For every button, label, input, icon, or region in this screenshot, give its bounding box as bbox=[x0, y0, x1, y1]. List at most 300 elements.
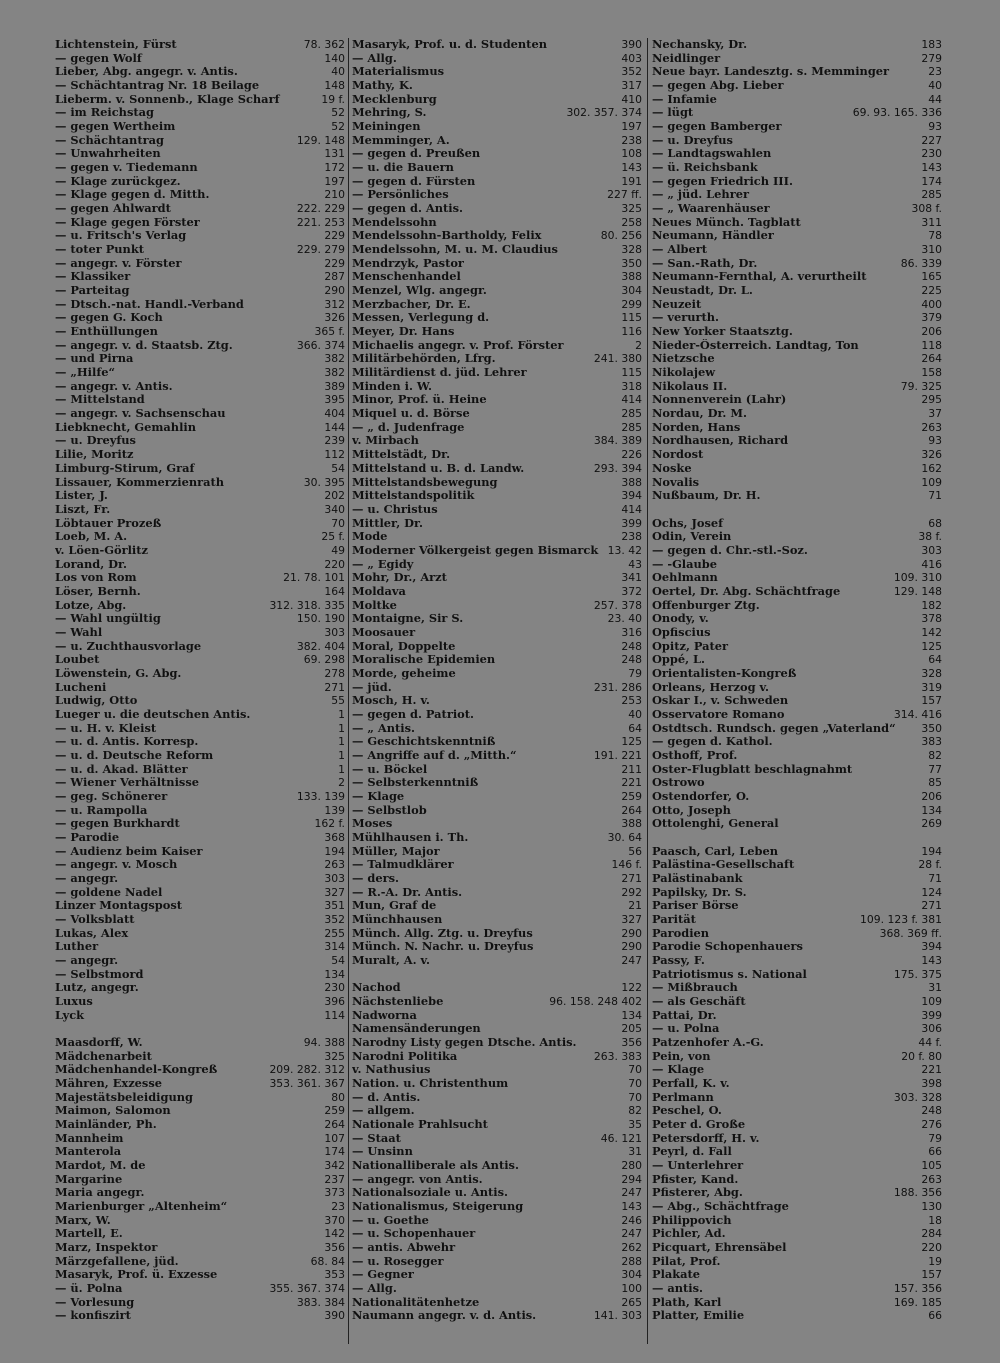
entry-pages: 54 bbox=[331, 461, 345, 475]
entry-term: — u. Polna bbox=[652, 1022, 720, 1036]
entry-pages: 122 bbox=[621, 981, 642, 995]
index-entry bbox=[352, 352, 642, 366]
entry-term: Nikolajew bbox=[652, 366, 716, 380]
entry-term: Moldava bbox=[352, 584, 406, 598]
index-entry bbox=[652, 927, 942, 941]
entry-term: — Wahl bbox=[55, 625, 103, 639]
index-entry bbox=[55, 1200, 345, 1214]
index-entry bbox=[652, 722, 942, 736]
entry-term: New Yorker Staatsztg. bbox=[652, 325, 793, 339]
index-entry bbox=[652, 845, 942, 859]
entry-term: Mannheim bbox=[55, 1131, 124, 1145]
entry-term: — goldene Nadel bbox=[55, 885, 163, 899]
entry-pages: 21. 78. 101 bbox=[283, 571, 345, 585]
index-entry bbox=[352, 421, 642, 435]
entry-pages: 325 bbox=[324, 1049, 345, 1063]
entry-pages: 105 bbox=[921, 1159, 942, 1173]
entry-term: Lissauer, Kommerzienrath bbox=[55, 475, 225, 489]
entry-term: Mendelssohn bbox=[352, 215, 437, 229]
entry-pages: 388 bbox=[621, 817, 642, 831]
index-entry bbox=[55, 147, 345, 161]
index-entry bbox=[352, 175, 642, 189]
entry-term: Oehlmann bbox=[652, 571, 718, 585]
entry-term: Mardot, M. de bbox=[55, 1159, 146, 1173]
index-entry bbox=[55, 462, 345, 476]
index-entry bbox=[352, 558, 642, 572]
entry-term: Merzbacher, Dr. E. bbox=[352, 297, 471, 311]
entry-pages: 37 bbox=[928, 407, 942, 421]
index-entry bbox=[352, 626, 642, 640]
entry-term: — gegen Wertheim bbox=[55, 120, 176, 134]
index-entry bbox=[55, 585, 345, 599]
entry-term: Pichler, Ad. bbox=[652, 1227, 726, 1241]
entry-term: Militärdienst d. jüd. Lehrer bbox=[352, 366, 527, 380]
entry-pages: 241. 380 bbox=[593, 352, 642, 366]
entry-pages: 390 bbox=[324, 1309, 345, 1323]
entry-pages: 80 bbox=[331, 1090, 345, 1104]
index-entry bbox=[352, 462, 642, 476]
index-entry bbox=[55, 1132, 345, 1146]
entry-pages: 237 bbox=[324, 1172, 345, 1186]
entry-term: — gegen d. Fürsten bbox=[352, 174, 476, 188]
entry-term: Pilat, Prof. bbox=[652, 1254, 721, 1268]
entry-pages: 143 bbox=[621, 161, 642, 175]
index-entry bbox=[652, 626, 942, 640]
entry-term: Naumann angegr. v. d. Antis. bbox=[352, 1309, 537, 1323]
entry-term: — gegen Bamberger bbox=[652, 120, 782, 134]
entry-term: Oppé, L. bbox=[652, 653, 706, 667]
index-entry bbox=[652, 1022, 942, 1036]
entry-term: Mädchenhandel-Kongreß bbox=[55, 1063, 218, 1077]
entry-pages: 172 bbox=[324, 161, 345, 175]
entry-term: Lichtenstein, Fürst bbox=[55, 38, 177, 51]
index-entry bbox=[652, 763, 942, 777]
entry-term: — Klage zurückgez. bbox=[55, 174, 181, 188]
entry-pages: 351 bbox=[324, 899, 345, 913]
entry-term: — „ d. Judenfrage bbox=[352, 420, 465, 434]
index-entry bbox=[652, 708, 942, 722]
entry-pages: 210 bbox=[324, 188, 345, 202]
entry-pages: 80. 256 bbox=[600, 229, 642, 243]
index-entry bbox=[352, 1118, 642, 1132]
index-entry bbox=[652, 968, 942, 982]
index-entry bbox=[352, 216, 642, 230]
index-entry bbox=[652, 175, 942, 189]
index-entry bbox=[652, 489, 942, 503]
entry-pages: 174 bbox=[324, 1145, 345, 1159]
entry-pages: 70 bbox=[628, 1090, 642, 1104]
entry-term: — angegr. bbox=[55, 954, 119, 968]
entry-pages: 229. 279 bbox=[296, 243, 345, 257]
index-entry bbox=[352, 1009, 642, 1023]
entry-term: — u. d. Antis. Korresp. bbox=[55, 735, 199, 749]
entry-pages: 394 bbox=[621, 489, 642, 503]
entry-pages: 220 bbox=[921, 1241, 942, 1255]
index-entry bbox=[652, 1241, 942, 1255]
entry-term: Peyrl, d. Fall bbox=[652, 1145, 732, 1159]
entry-term: Nietzsche bbox=[652, 352, 715, 366]
index-entry bbox=[55, 790, 345, 804]
index-entry bbox=[352, 393, 642, 407]
index-entry bbox=[55, 886, 345, 900]
index-entry bbox=[352, 995, 642, 1009]
entry-term: Montaigne, Sir S. bbox=[352, 612, 464, 626]
entry-pages: 350 bbox=[921, 721, 942, 735]
entry-pages: 107 bbox=[324, 1131, 345, 1145]
entry-term: Oster-Flugblatt beschlagnahmt bbox=[652, 762, 853, 776]
index-entry bbox=[652, 325, 942, 339]
index-entry bbox=[55, 421, 345, 435]
index-entry bbox=[652, 1118, 942, 1132]
entry-pages: 372 bbox=[621, 584, 642, 598]
entry-pages: 384. 389 bbox=[593, 434, 642, 448]
index-entry bbox=[352, 1268, 642, 1282]
index-entry bbox=[352, 270, 642, 284]
entry-term: Maasdorff, W. bbox=[55, 1036, 143, 1050]
entry-pages: 116 bbox=[621, 325, 642, 339]
entry-term: Moses bbox=[352, 817, 393, 831]
entry-pages: 403 bbox=[621, 51, 642, 65]
index-entry bbox=[55, 599, 345, 613]
index-entry bbox=[652, 188, 942, 202]
entry-pages: 78 bbox=[928, 229, 942, 243]
entry-term: Mosch, H. v. bbox=[352, 694, 430, 708]
index-entry bbox=[55, 1268, 345, 1282]
entry-pages: 40 bbox=[628, 707, 642, 721]
entry-term: — -Glaube bbox=[652, 557, 718, 571]
entry-term: Neidlinger bbox=[652, 51, 721, 65]
entry-pages: 134 bbox=[621, 1008, 642, 1022]
index-entry bbox=[352, 380, 642, 394]
entry-term: Pein, von bbox=[652, 1049, 711, 1063]
index-entry bbox=[652, 817, 942, 831]
entry-term: Materialismus bbox=[352, 65, 445, 79]
entry-term: Margarine bbox=[55, 1172, 123, 1186]
entry-pages: 353. 361. 367 bbox=[269, 1077, 345, 1091]
entry-pages: 246 bbox=[621, 1213, 642, 1227]
entry-pages: 183 bbox=[921, 38, 942, 51]
entry-term: — San.-Rath, Dr. bbox=[652, 256, 758, 270]
entry-term: Mendrzyk, Pastor bbox=[352, 256, 464, 270]
index-entry bbox=[352, 913, 642, 927]
entry-pages: 410 bbox=[621, 92, 642, 106]
entry-term: — Albert bbox=[652, 243, 707, 257]
index-entry bbox=[352, 52, 642, 66]
index-entry bbox=[55, 503, 345, 517]
index-entry bbox=[352, 817, 642, 831]
entry-pages: 109. 310 bbox=[893, 571, 942, 585]
entry-pages: 303. 328 bbox=[893, 1090, 942, 1104]
entry-term: — angegr. v. d. Staatsb. Ztg. bbox=[55, 338, 233, 352]
entry-term: Muralt, A. v. bbox=[352, 954, 430, 968]
index-entry bbox=[55, 626, 345, 640]
index-entry bbox=[55, 558, 345, 572]
entry-term: — Mißbrauch bbox=[652, 981, 738, 995]
index-entry bbox=[352, 954, 642, 968]
entry-term: Paasch, Carl, Leben bbox=[652, 844, 779, 858]
index-entry bbox=[352, 1255, 642, 1269]
index-entry bbox=[352, 749, 642, 763]
index-entry bbox=[652, 530, 942, 544]
index-entry bbox=[352, 776, 642, 790]
entry-term: Moderner Völkergeist gegen Bismarck bbox=[352, 543, 599, 557]
index-entry bbox=[652, 1063, 942, 1077]
entry-term: Moltke bbox=[352, 598, 397, 612]
entry-pages: 25 f. bbox=[321, 530, 345, 544]
index-entry bbox=[652, 380, 942, 394]
index-entry bbox=[652, 1159, 942, 1173]
entry-term: Odin, Verein bbox=[652, 530, 732, 544]
entry-pages: 231. 286 bbox=[593, 680, 642, 694]
entry-pages: 69. 93. 165. 336 bbox=[852, 106, 942, 120]
index-entry bbox=[352, 968, 642, 982]
entry-term: Mittelstand u. B. d. Landw. bbox=[352, 461, 525, 475]
entry-term: Pattai, Dr. bbox=[652, 1008, 717, 1022]
index-entry bbox=[55, 1091, 345, 1105]
entry-term: Patriotismus s. National bbox=[652, 967, 807, 981]
index-entry bbox=[652, 831, 942, 845]
index-entry bbox=[652, 694, 942, 708]
entry-term: Mädchenarbeit bbox=[55, 1049, 152, 1063]
entry-term: Nordhausen, Richard bbox=[652, 434, 789, 448]
entry-term: Luxus bbox=[55, 995, 93, 1009]
entry-pages: 285 bbox=[621, 420, 642, 434]
index-entry bbox=[55, 284, 345, 298]
index-entry bbox=[652, 681, 942, 695]
index-entry bbox=[55, 106, 345, 120]
entry-term: Nationalliberale als Antis. bbox=[352, 1159, 519, 1173]
entry-pages: 174 bbox=[921, 174, 942, 188]
entry-pages: 142 bbox=[324, 1227, 345, 1241]
entry-pages: 328 bbox=[621, 243, 642, 257]
entry-term: Münchhausen bbox=[352, 913, 443, 926]
entry-pages: 150. 190 bbox=[296, 612, 345, 626]
entry-pages: 206 bbox=[921, 325, 942, 339]
entry-term: — Gegner bbox=[352, 1268, 414, 1282]
index-entry bbox=[55, 339, 345, 353]
entry-pages: 225 bbox=[921, 284, 942, 298]
index-entry bbox=[652, 147, 942, 161]
index-entry bbox=[652, 1077, 942, 1091]
index-entry bbox=[55, 476, 345, 490]
index-entry bbox=[55, 65, 345, 79]
entry-term: Nordost bbox=[652, 448, 704, 462]
entry-pages: 129. 148 bbox=[893, 584, 942, 598]
entry-term: Los von Rom bbox=[55, 571, 137, 585]
entry-pages: 143 bbox=[921, 954, 942, 968]
entry-pages: 262 bbox=[621, 1241, 642, 1255]
entry-pages: 414 bbox=[621, 393, 642, 407]
entry-term: — gegen Friedrich III. bbox=[652, 174, 793, 188]
entry-pages: 394 bbox=[921, 940, 942, 954]
entry-pages: 257. 378 bbox=[593, 598, 642, 612]
index-entry bbox=[352, 831, 642, 845]
index-entry bbox=[55, 1145, 345, 1159]
entry-term: Limburg-Stirum, Graf bbox=[55, 461, 195, 475]
index-entry bbox=[652, 749, 942, 763]
index-entry bbox=[652, 352, 942, 366]
entry-pages: 125 bbox=[921, 639, 942, 653]
entry-pages: 326 bbox=[324, 311, 345, 325]
entry-term: v. Mirbach bbox=[352, 434, 419, 448]
index-entry bbox=[55, 298, 345, 312]
entry-term: — u. H. v. Kleist bbox=[55, 721, 157, 735]
index-entry bbox=[352, 298, 642, 312]
entry-term: Mittler, Dr. bbox=[352, 516, 423, 530]
entry-term: — ü. Reichsbank bbox=[652, 161, 758, 175]
entry-term: Narodni Politika bbox=[352, 1049, 458, 1063]
entry-term: Lilie, Moritz bbox=[55, 448, 134, 462]
entry-pages: 370 bbox=[324, 1213, 345, 1227]
entry-term: Luther bbox=[55, 940, 99, 954]
index-entry bbox=[55, 872, 345, 886]
entry-term: — u. d. Deutsche Reform bbox=[55, 748, 214, 762]
entry-pages: 280 bbox=[621, 1159, 642, 1173]
index-entry bbox=[652, 257, 942, 271]
entry-term: Peschel, O. bbox=[652, 1104, 722, 1118]
index-entry bbox=[55, 1296, 345, 1310]
index-entry bbox=[352, 1282, 642, 1296]
index-entry bbox=[55, 1309, 345, 1323]
entry-pages: 19 f. bbox=[321, 92, 345, 106]
entry-pages: 194 bbox=[921, 844, 942, 858]
entry-term: Militärbehörden, Lfrg. bbox=[352, 352, 496, 366]
index-entry bbox=[352, 653, 642, 667]
entry-term: Mittelstädt, Dr. bbox=[352, 448, 451, 462]
index-entry bbox=[55, 407, 345, 421]
index-entry bbox=[55, 1022, 345, 1036]
entry-term: — gegen G. Koch bbox=[55, 311, 163, 325]
entry-pages: 303 bbox=[324, 871, 345, 885]
entry-term: Orientalisten-Kongreß bbox=[652, 666, 797, 680]
index-entry bbox=[652, 899, 942, 913]
index-entry bbox=[652, 284, 942, 298]
index-entry bbox=[652, 476, 942, 490]
index-entry bbox=[352, 612, 642, 626]
entry-pages: 66 bbox=[928, 1309, 942, 1323]
index-entry bbox=[352, 599, 642, 613]
index-entry bbox=[652, 913, 942, 927]
index-entry bbox=[652, 503, 942, 517]
index-entry bbox=[652, 1309, 942, 1323]
index-entry bbox=[55, 1282, 345, 1296]
entry-term: — „ Antis. bbox=[352, 721, 415, 735]
index-entry bbox=[652, 216, 942, 230]
index-entry bbox=[352, 366, 642, 380]
entry-pages: 164 bbox=[324, 584, 345, 598]
index-entry bbox=[352, 1036, 642, 1050]
index-entry bbox=[352, 161, 642, 175]
entry-pages: 248 bbox=[621, 639, 642, 653]
entry-term: Löwenstein, G. Abg. bbox=[55, 666, 182, 680]
entry-term: — angegr. v. Sachsenschau bbox=[55, 407, 226, 421]
index-entry bbox=[352, 134, 642, 148]
entry-pages: 68 bbox=[928, 516, 942, 530]
entry-term: Neues Münch. Tagblatt bbox=[652, 215, 801, 229]
entry-pages: 56 bbox=[628, 844, 642, 858]
entry-pages: 352 bbox=[621, 65, 642, 79]
index-entry bbox=[652, 735, 942, 749]
entry-term: Menschenhandel bbox=[352, 270, 461, 284]
entry-pages: 46. 121 bbox=[600, 1131, 642, 1145]
entry-pages: 326 bbox=[921, 448, 942, 462]
index-entry bbox=[55, 776, 345, 790]
entry-term: Narodny Listy gegen Dtsche. Antis. bbox=[352, 1036, 577, 1050]
entry-pages: 271 bbox=[921, 899, 942, 913]
entry-pages: 279 bbox=[921, 51, 942, 65]
index-entry bbox=[55, 325, 345, 339]
entry-term: Moosauer bbox=[352, 625, 416, 639]
index-entry bbox=[352, 1063, 642, 1077]
entry-pages: 197 bbox=[621, 120, 642, 134]
entry-term: Ostdtsch. Rundsch. gegen „Vaterland“ bbox=[652, 721, 896, 735]
entry-pages: 78. 362 bbox=[303, 38, 345, 51]
index-entry bbox=[352, 804, 642, 818]
index-entry bbox=[55, 216, 345, 230]
entry-term: Ludwig, Otto bbox=[55, 694, 138, 708]
index-entry bbox=[352, 735, 642, 749]
entry-pages: 290 bbox=[621, 940, 642, 954]
entry-pages: 129. 148 bbox=[296, 133, 345, 147]
entry-term: — als Geschäft bbox=[652, 995, 746, 1009]
index-entry bbox=[352, 585, 642, 599]
index-entry bbox=[55, 1009, 345, 1023]
entry-term: — u. die Bauern bbox=[352, 161, 454, 175]
entry-pages: 71 bbox=[928, 871, 942, 885]
index-entry bbox=[55, 1186, 345, 1200]
index-entry bbox=[652, 612, 942, 626]
entry-pages: 143 bbox=[621, 1200, 642, 1214]
entry-pages: 229 bbox=[324, 256, 345, 270]
entry-pages: 238 bbox=[621, 133, 642, 147]
entry-term: Ottolenghi, General bbox=[652, 817, 779, 831]
entry-pages: 133. 139 bbox=[296, 789, 345, 803]
entry-term: Moralische Epidemien bbox=[352, 653, 496, 667]
entry-pages: 182 bbox=[921, 598, 942, 612]
entry-pages: 30. 395 bbox=[303, 475, 345, 489]
entry-pages: 356 bbox=[621, 1036, 642, 1050]
entry-term: — jüd. bbox=[352, 680, 392, 694]
index-entry bbox=[352, 1022, 642, 1036]
index-entry bbox=[652, 544, 942, 558]
entry-pages: 328 bbox=[921, 666, 942, 680]
entry-pages: 276 bbox=[921, 1118, 942, 1132]
entry-pages: 19 bbox=[928, 1254, 942, 1268]
entry-term: — Infamie bbox=[652, 92, 717, 106]
entry-term: — Schächtantrag Nr. 18 Beilage bbox=[55, 79, 260, 93]
entry-pages: 143 bbox=[921, 161, 942, 175]
index-entry bbox=[55, 270, 345, 284]
entry-pages: 1 bbox=[338, 762, 345, 776]
index-entry bbox=[652, 940, 942, 954]
index-entry bbox=[55, 1214, 345, 1228]
entry-pages: 162 bbox=[921, 461, 942, 475]
entry-pages: 304 bbox=[621, 284, 642, 298]
index-entry bbox=[652, 339, 942, 353]
index-entry bbox=[652, 448, 942, 462]
entry-pages: 20 f. 80 bbox=[901, 1049, 942, 1063]
index-entry bbox=[652, 134, 942, 148]
entry-term: — Allg. bbox=[352, 1282, 397, 1296]
index-entry bbox=[352, 120, 642, 134]
entry-term: — gegen d. Antis. bbox=[352, 202, 464, 216]
entry-term: Platter, Emilie bbox=[652, 1309, 745, 1323]
index-entry bbox=[55, 530, 345, 544]
index-entry bbox=[352, 544, 642, 558]
entry-term: Mendelssohn-Bartholdy, Felix bbox=[352, 229, 542, 243]
index-entry bbox=[55, 1241, 345, 1255]
entry-pages: 38 f. bbox=[918, 530, 942, 544]
